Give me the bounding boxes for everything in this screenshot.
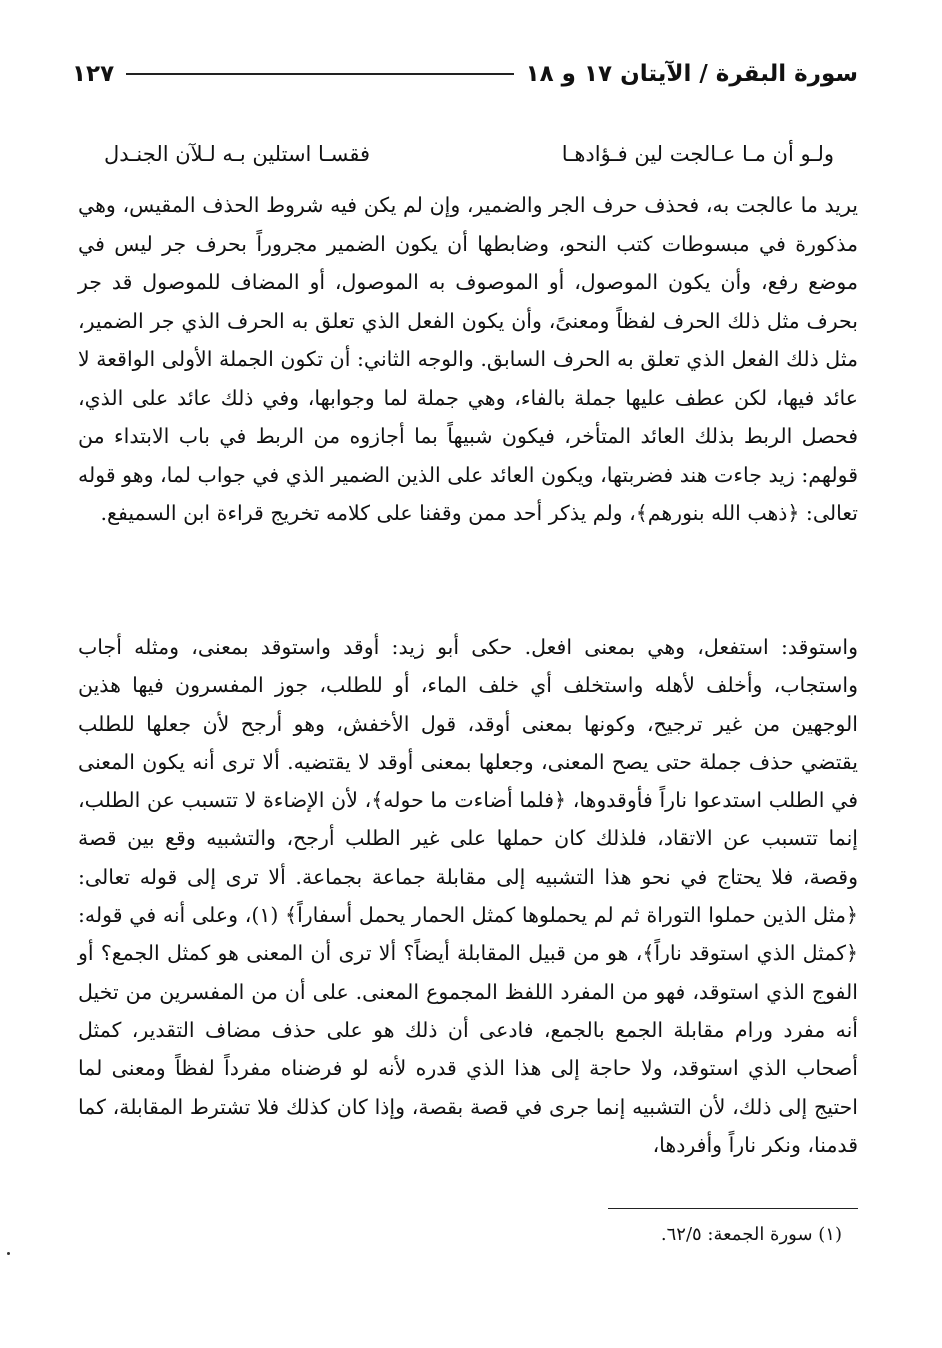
header-rule [126,73,513,75]
poem-second-hemistich: فقسـا استلين بـه لـلآن الجنـدل [104,142,371,166]
scan-speck [7,1252,10,1255]
page-number: ١٢٧ [72,61,115,87]
body-paragraph-1: يريد ما عالجت به، فحذف حرف الجر والضمير، وإن لم يكن فيه شروط الحذف المقيس، وهي مذكورة في مبسوطات كتب النحو، وضابطها أن يكون الضمير مجروراً بحرف جر ليس في موضع رفع، وأن يكون الموصول، أو الموصوف به الموصول، أو المضاف للموصول قد جر بحرف مثل ذلك الحرف لفظاً ومعنىً، وأن يكون الفعل الذي تعلق به الحرف الذي جر الضمير، مثل ذلك الفعل الذي تعلق به الحرف السابق. والوجه الثاني: أن تكون الجملة الأولى الواقعة لا عائد فيها، لكن عطف عليها جملة بالفاء، وهي جملة لما وجوابها، وفي ذلك عائد على الذي، فحصل الربط بذلك العائد المتأخر، فيكون شبيهاً بما أجازوه من الربط في باب الابتداء من قولهم: زيد جاءت هند فضربتها، ويكون العائد على الذين الضمير الذي في جواب لما، وهو قوله تعالى: ﴿ذهب الله بنورهم﴾، ولم يذكر أحد ممن وقفنا على كلامه تخريج قراءة ابن السميفع. [78,193,858,525]
body-paragraph-2: واستوقد: استفعل، وهي بمعنى افعل. حكى أبو زيد: أوقد واستوقد بمعنى، ومثله أجاب واستجاب، وأخلف لأهله واستخلف أي خلف الماء، أو للطلب، جوز المفسرون فيها هذين الوجهين من غير ترجيح، وكونها بمعنى أوقد، قول الأخفش، وهو أرجح لأن جعلها للطلب يقتضي حذف جملة حتى يصح المعنى، وجعلها بمعنى أوقد لا يقتضيه. ألا ترى أنه يكون المعنى في الطلب استدعوا ناراً فأوقدوها، ﴿فلما أضاءت ما حوله﴾، لأن الإضاءة لا تتسبب عن الطلب، إنما تتسبب عن الاتقاد، فلذلك كان حملها على غير الطلب أرجح، والتشبيه وقع بين قصة وقصة، فلا يحتاج في نحو هذا التشبيه إلى مقابلة جماعة بجماعة. ألا ترى إلى قوله تعالى: ﴿مثل الذين حملوا التوراة ثم لم يحملوها كمثل الحمار يحمل أسفاراً﴾ (١)، وعلى أنه في قوله: ﴿كمثل الذي استوقد ناراً﴾، هو من قبيل المقابلة أيضاً؟ ألا ترى أن المعنى هو كمثل الجمع؟ أو الفوج الذي استوقد، فهو من المفرد اللفظ المجموع المعنى. على أن من المفسرين من تخيل أنه مفرد ورام مقابلة الجمع بالجمع، فادعى أن ذلك هو على حذف مضاف التقدير، كمثل أصحاب الذي استوقد، ولا حاجة إلى هذا الذي قدره لأنه لو فرضناه مفرداً لفظاً ومعنى لما احتيج إلى ذلك، لأن التشبيه إنما جرى في قصة بقصة، وإذا كان كذلك فلا تشترط المقابلة، كما قدمنا، ونكر ناراً وأفردها، [78,635,859,1157]
footnote: (١) سورة الجمعة: ٦٢/٥. [660,1224,842,1245]
page-header [72,52,858,96]
running-title: سورة البقرة / الآيتان ١٧ و ١٨ [525,61,858,87]
poem-first-hemistich: ولـو أن مـا عـالجت لين فـؤادهـا [561,142,834,166]
footnote-rule [608,1208,858,1209]
poem-verse [104,142,834,166]
